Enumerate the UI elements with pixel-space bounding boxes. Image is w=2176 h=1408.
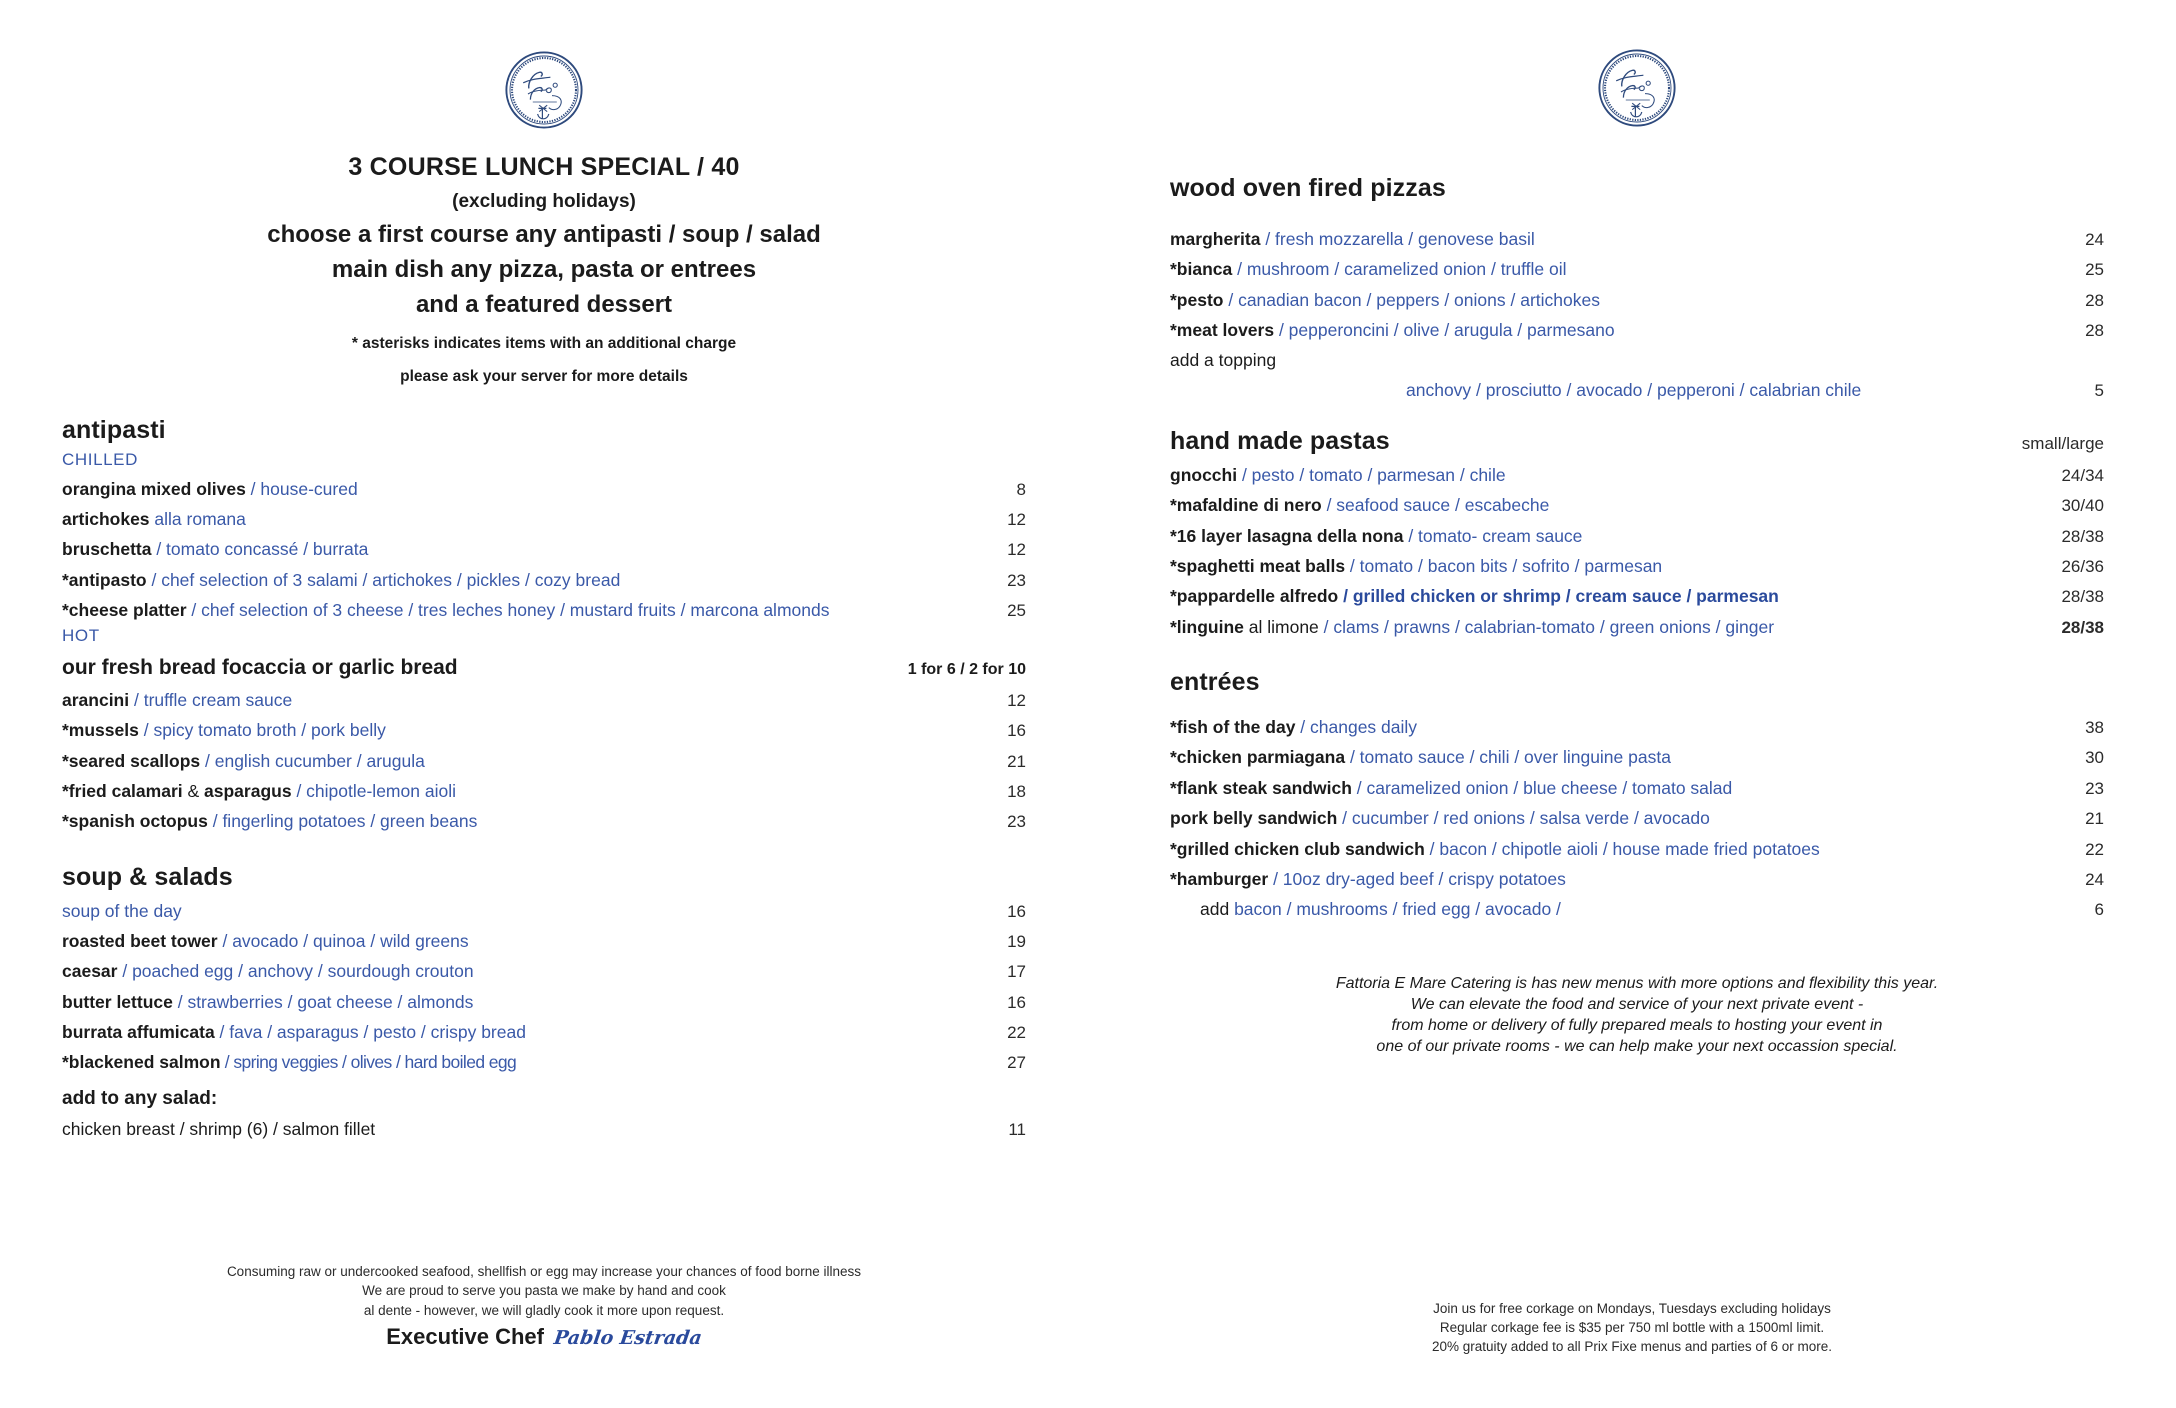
menu-item-text: *linguine al limone / clams / prawns / calabrian-tomato / green onions / ginger: [1170, 616, 1775, 637]
menu-item-price: 22: [2085, 839, 2104, 859]
header-server-note: please ask your server for more details: [400, 367, 688, 385]
menu-item-text: pork belly sandwich / cucumber / red onions / salsa verde / avocado: [1170, 808, 1710, 829]
menu-item-text: *pappardelle alfredo / grilled chicken or shrimp / cream sauce / parmesan: [1170, 586, 1779, 607]
menu-item-row-bread[interactable]: [62, 655, 1026, 681]
menu-item-row[interactable]: [1170, 495, 2104, 516]
menu-item-text: *antipasto / chef selection of 3 salami / artichokes / pickles / cozy bread: [62, 569, 621, 590]
menu-item-text: *meat lovers / pepperoncini / olive / arugula / parmesano: [1170, 320, 1615, 341]
menu-item-price: 26/36: [2061, 557, 2104, 577]
menu-item-text: *cheese platter / chef selection of 3 cheese / tres leches honey / mustard fruits / marcona almonds: [62, 600, 830, 621]
menu-item-row[interactable]: [62, 1052, 1026, 1073]
header-block: [62, 152, 1026, 386]
menu-item-row[interactable]: [62, 479, 1026, 500]
section-pastas: [1170, 427, 2104, 638]
header-asterisk-note: * asterisks indicates items with an additional charge: [351, 334, 737, 352]
menu-item-row[interactable]: [1170, 586, 2104, 607]
menu-item-row[interactable]: [1170, 869, 2104, 890]
gratuity-line: 20% gratuity added to all Prix Fixe menus and parties of 6 or more.: [1432, 1338, 1832, 1354]
disclaimer-line1: Consuming raw or undercooked seafood, shellfish or egg may increase your chances of food borne illness: [226, 1264, 862, 1280]
footer-right: [1088, 1299, 2176, 1356]
section-pizzas: [1170, 174, 2104, 401]
menu-item-row[interactable]: [62, 1022, 1026, 1043]
menu-item-price: 28/38: [2061, 617, 2104, 637]
menu-item-text: *mussels / spicy tomato broth / pork belly: [62, 720, 386, 741]
menu-item-text: soup of the day: [62, 900, 182, 921]
menu-item-text: our fresh bread focaccia or garlic bread: [62, 656, 458, 680]
menu-item-text: arancini / truffle cream sauce: [62, 689, 293, 710]
section-entrees: [1170, 668, 2104, 920]
menu-item-text: *fish of the day / changes daily: [1170, 717, 1418, 738]
catering-line1: Fattoria E Mare Catering is has new menus with more options and flexibility this year.: [1335, 974, 1939, 992]
subhead-hot: HOT: [62, 626, 100, 646]
menu-item-text: *blackened salmon / spring veggies / olives / hard boiled egg: [62, 1052, 517, 1073]
menu-item-text: roasted beet tower / avocado / quinoa / wild greens: [62, 931, 469, 952]
menu-item-price: 12: [1007, 690, 1026, 710]
menu-item-row[interactable]: [62, 811, 1026, 832]
header-line2: main dish any pizza, pasta or entrees: [331, 256, 757, 284]
menu-item-text: artichokes alla romana: [62, 508, 246, 529]
menu-item-price: 27: [1007, 1053, 1026, 1073]
menu-item-price: 16: [1007, 992, 1026, 1012]
pastas-header-row: [1170, 427, 2104, 456]
section-title-entrees: entrées: [1170, 668, 1260, 697]
menu-item-price: 28/38: [2061, 587, 2104, 607]
menu-item-row[interactable]: [1170, 808, 2104, 829]
menu-item-price: 28: [2085, 321, 2104, 341]
logo-container-right: [1170, 48, 2104, 128]
menu-item-price: 38: [2085, 718, 2104, 738]
menu-item-price: 28/38: [2061, 526, 2104, 546]
menu-item-row[interactable]: [62, 539, 1026, 560]
menu-item-price: 23: [1007, 570, 1026, 590]
menu-item-price: 12: [1007, 509, 1026, 529]
footer-left: [0, 1262, 1088, 1352]
menu-item-row-entree-add[interactable]: [1170, 899, 2104, 920]
menu-item-row[interactable]: [62, 509, 1026, 530]
section-title-antipasti: antipasti: [62, 415, 166, 444]
menu-item-text: *bianca / mushroom / caramelized onion / truffle oil: [1170, 259, 1567, 280]
fattoria-e-mare-logo-icon: [1597, 48, 1677, 128]
menu-item-price: 5: [2094, 380, 2104, 400]
menu-item-text: chicken breast / shrimp (6) / salmon fillet: [62, 1118, 376, 1139]
menu-item-text: anchovy / prosciutto / avocado / pepperoni / calabrian chile: [1406, 379, 1862, 400]
menu-item-price: 24: [2085, 869, 2104, 889]
chef-signature: Pablo Estrada: [552, 1326, 704, 1349]
menu-item-row[interactable]: [1170, 259, 2104, 280]
menu-item-price: 17: [1007, 962, 1026, 982]
menu-item-price: 28: [2085, 290, 2104, 310]
right-column: [1088, 0, 2176, 1408]
menu-item-text: *pesto / canadian bacon / peppers / onions / artichokes: [1170, 289, 1600, 310]
menu-item-row[interactable]: [62, 931, 1026, 952]
page-title: 3 COURSE LUNCH SPECIAL / 40: [348, 153, 740, 181]
disclaimer-line2: We are proud to serve you pasta we make by hand and cook: [362, 1283, 726, 1299]
header-line3: and a featured dessert: [415, 291, 673, 319]
menu-item-price: 23: [1007, 812, 1026, 832]
menu-item-row[interactable]: [1170, 556, 2104, 577]
catering-line2: We can elevate the food and service of your next private event -: [1410, 995, 1864, 1013]
chef-label: Executive Chef: [386, 1323, 544, 1349]
menu-item-text: *hamburger / 10oz dry-aged beef / crispy potatoes: [1170, 868, 1566, 889]
menu-item-text: *chicken parmiagana / tomato sauce / chili / over linguine pasta: [1170, 747, 1671, 768]
header-line1: choose a first course any antipasti / soup / salad: [267, 220, 821, 248]
corkage-line2: Regular corkage fee is $35 per 750 ml bottle with a 1500ml limit.: [1439, 1319, 1825, 1335]
header-subtitle: (excluding holidays): [452, 191, 636, 213]
menu-item-price: 24: [2085, 230, 2104, 249]
menu-item-price: 19: [1007, 932, 1026, 952]
menu-item-price: 1 for 6 / 2 for 10: [907, 661, 1026, 679]
menu-item-row[interactable]: [1170, 290, 2104, 311]
menu-item-row[interactable]: [1170, 747, 2104, 768]
menu-item-row[interactable]: [1170, 465, 2104, 486]
menu-item-text: *spaghetti meat balls / tomato / bacon bits / sofrito / parmesan: [1170, 556, 1663, 577]
menu-item-row[interactable]: [1170, 839, 2104, 860]
catering-line4: one of our private rooms - we can help make your next occassion special.: [1376, 1037, 1898, 1055]
menu-item-price: 30/40: [2061, 496, 2104, 516]
menu-item-price: 18: [1007, 782, 1026, 801]
add-topping-label-row: [1170, 350, 2104, 371]
menu-item-row[interactable]: [1170, 717, 2104, 738]
menu-item-row[interactable]: [1170, 617, 2104, 638]
menu-item-price: 21: [2085, 809, 2104, 829]
menu-item-text: burrata affumicata / fava / asparagus / pesto / crispy bread: [62, 1022, 526, 1043]
logo-container-left: [62, 50, 1026, 130]
menu-item-price: 11: [1008, 1119, 1026, 1139]
corkage-line1: Join us for free corkage on Mondays, Tuesdays excluding holidays: [1433, 1300, 1831, 1316]
menu-item-row[interactable]: [1170, 526, 2104, 547]
menu-item-row[interactable]: [62, 781, 1026, 802]
menu-item-price: 25: [1007, 601, 1026, 621]
pastas-size-label: small/large: [2021, 434, 2104, 454]
menu-item-price: 6: [2094, 900, 2104, 920]
menu-item-text: butter lettuce / strawberries / goat cheese / almonds: [62, 991, 474, 1012]
menu-item-text: bruschetta / tomato concassé / burrata: [62, 539, 369, 560]
subhead-chilled: CHILLED: [62, 449, 139, 469]
menu-item-text: gnocchi / pesto / tomato / parmesan / chile: [1170, 465, 1506, 486]
menu-item-row[interactable]: [62, 751, 1026, 772]
menu-item-text: orangina mixed olives / house-cured: [62, 478, 358, 499]
menu-item-row[interactable]: [62, 690, 1026, 711]
menu-item-row-add-salad[interactable]: [62, 1119, 1026, 1140]
executive-chef-line: [0, 1321, 1088, 1352]
menu-item-row[interactable]: [62, 570, 1026, 591]
menu-item-price: 16: [1007, 721, 1026, 741]
menu-item-row-topping[interactable]: [1170, 380, 2104, 401]
menu-item-text: *16 layer lasagna della nona / tomato- cream sauce: [1170, 525, 1583, 546]
section-title-soup-salads: soup & salads: [62, 862, 233, 891]
menu-item-text: *seared scallops / english cucumber / arugula: [62, 750, 425, 771]
menu-item-price: 23: [2085, 778, 2104, 798]
menu-item-price: 22: [1007, 1023, 1026, 1043]
menu-item-text: *flank steak sandwich / caramelized onion / blue cheese / tomato salad: [1170, 777, 1733, 798]
menu-item-row[interactable]: [62, 720, 1026, 741]
menu-item-row[interactable]: [62, 992, 1026, 1013]
menu-item-row[interactable]: [62, 961, 1026, 982]
menu-item-row[interactable]: [62, 600, 1026, 621]
menu-item-text: caesar / poached egg / anchovy / sourdough crouton: [62, 961, 474, 982]
menu-item-text: add bacon / mushrooms / fried egg / avocado /: [1200, 899, 1561, 920]
menu-item-row[interactable]: [1170, 320, 2104, 341]
add-topping-label: add a topping: [1170, 350, 1277, 371]
menu-item-price: 30: [2085, 748, 2104, 768]
menu-item-price: 16: [1007, 901, 1026, 921]
menu-item-price: 12: [1007, 540, 1026, 560]
menu-item-price: 24/34: [2061, 466, 2104, 486]
section-title-pizzas: wood oven fired pizzas: [1170, 174, 1446, 202]
section-antipasti: [62, 416, 1026, 833]
catering-line3: from home or delivery of fully prepared meals to hosting your event in: [1391, 1016, 1883, 1034]
add-to-salad-title: add to any salad:: [62, 1087, 218, 1109]
menu-item-price: 25: [2085, 260, 2104, 280]
menu-item-text: *spanish octopus / fingerling potatoes / green beans: [62, 811, 478, 832]
menu-item-price: 8: [1016, 479, 1026, 499]
menu-item-row[interactable]: [1170, 778, 2104, 799]
disclaimer-line3: al dente - however, we will gladly cook it more upon request.: [363, 1302, 725, 1318]
fattoria-e-mare-logo-icon: [504, 50, 584, 130]
menu-item-text: margherita / fresh mozzarella / genovese basil: [1170, 229, 1535, 249]
menu-item-text: *fried calamari & asparagus / chipotle-lemon aioli: [62, 781, 456, 801]
section-title-pastas: hand made pastas: [1170, 427, 1390, 456]
menu-item-text: *grilled chicken club sandwich / bacon / chipotle aioli / house made fried potatoes: [1170, 838, 1820, 859]
catering-note: [1170, 973, 2104, 1057]
menu-item-price: 21: [1007, 751, 1026, 771]
menu-item-text: *mafaldine di nero / seafood sauce / escabeche: [1170, 495, 1550, 516]
menu-item-row[interactable]: [1170, 229, 2104, 250]
menu-item-row[interactable]: [62, 901, 1026, 922]
section-soup-salads: [62, 863, 1026, 1140]
